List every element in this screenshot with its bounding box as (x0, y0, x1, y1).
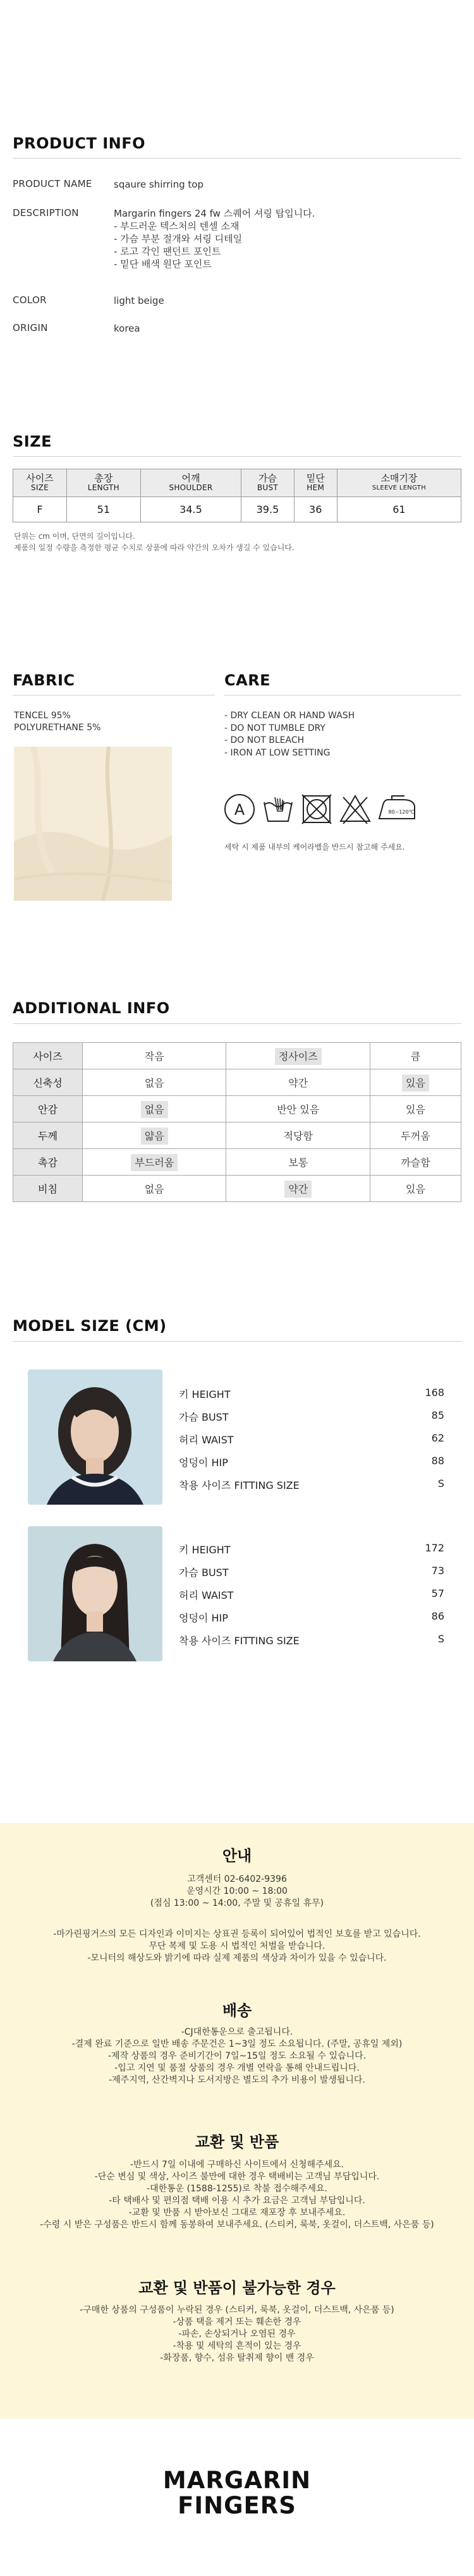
fabric-composition (14, 710, 100, 734)
option: 적당함 (283, 1130, 313, 1142)
additional-info-cell (370, 1043, 461, 1069)
no-tumble-dry-icon (300, 792, 334, 826)
additional-info-cell (83, 1149, 226, 1176)
fabric-title: FABRIC (13, 671, 75, 689)
care-line: - DO NOT TUMBLE DRY (224, 723, 325, 733)
no-exchange-line: -착용 및 세탁의 흔적이 있는 경우 (173, 2341, 301, 2351)
additional-info-cell (370, 1069, 461, 1096)
model-measure-value: S (437, 1478, 444, 1490)
additional-info-label: 안감 (13, 1096, 83, 1122)
no-exchange-block (0, 2304, 474, 2364)
info-value: sqaure shirring top (114, 179, 204, 190)
brand-logo-line: MARGARIN (162, 2467, 312, 2494)
additional-info-label: 사이즈 (13, 1043, 83, 1069)
option: 있음 (406, 1183, 425, 1195)
description-line: - 밑단 배색 원단 포인트 (114, 258, 212, 270)
additional-info-cell (226, 1096, 370, 1122)
care-title: CARE (224, 671, 271, 689)
additional-info-cell (83, 1043, 226, 1069)
additional-info-cell (226, 1069, 370, 1096)
option: 약간 (288, 1077, 308, 1089)
option: 없음 (144, 1183, 164, 1195)
additional-info-row (13, 1176, 461, 1202)
model-measure-label: 엉덩이 HIP (179, 1457, 228, 1469)
guide-line: 고객센터 02-6402-9396 (187, 1874, 287, 1884)
selected-option: 부드러움 (131, 1154, 178, 1171)
model-measure-label: 허리 WAIST (179, 1434, 234, 1446)
svg-text:A: A (234, 801, 245, 819)
delivery-line: -CJ대한통운으로 출고됩니다. (181, 2027, 293, 2037)
care-line: - DO NOT BLEACH (224, 735, 305, 745)
exchange-line: -반드시 7일 이내에 구매하신 사이트에서 신청해주세요. (130, 2160, 344, 2170)
exchange-title: 교환 및 반품 (195, 2133, 279, 2151)
care-note: 세탁 시 제품 내부의 케어라벨을 반드시 참고해 주세요. (224, 843, 405, 852)
model-measure-value: 86 (431, 1610, 444, 1622)
additional-info-label: 비침 (13, 1176, 83, 1202)
description-block (114, 207, 442, 270)
size-note: 단위는 cm 이며, 단면의 길이입니다. (14, 532, 135, 541)
additional-info-label: 촉감 (13, 1149, 83, 1176)
product-info-title: PRODUCT INFO (13, 135, 146, 152)
additional-info-cell (370, 1149, 461, 1176)
option: 있음 (406, 1104, 425, 1116)
size-cell: 61 (337, 497, 461, 522)
option: 까슬함 (401, 1157, 430, 1169)
additional-info-cell (226, 1122, 370, 1149)
no-exchange-line: -상품 택을 제거 또는 훼손한 경우 (173, 2317, 301, 2327)
description-line: - 가슴 부분 절개와 셔링 디테일 (114, 233, 243, 244)
info-value: korea (114, 323, 140, 334)
origin-row (13, 322, 461, 335)
model-measure-value: 168 (425, 1387, 444, 1399)
model-measure-label: 허리 WAIST (179, 1589, 234, 1601)
model-measure-row (179, 1633, 444, 1647)
hand-wash-icon (261, 792, 295, 826)
additional-info-row (13, 1122, 461, 1149)
model-measure-label: 키 HEIGHT (179, 1388, 231, 1400)
additional-info-cell (83, 1069, 226, 1096)
info-label: COLOR (13, 294, 47, 306)
dry-clean-icon (222, 792, 257, 826)
info-label: PRODUCT NAME (13, 178, 92, 190)
size-header-cell: 가슴 BUST (241, 469, 294, 497)
no-exchange-line: -파손, 손상되거나 오염된 경우 (178, 2329, 296, 2339)
color-row (13, 294, 461, 307)
additional-info-cell (83, 1122, 226, 1149)
care-line: - DRY CLEAN OR HAND WASH (224, 711, 355, 721)
size-cell: 36 (294, 497, 337, 522)
model-measure-value: 172 (425, 1542, 444, 1554)
selected-option: 약간 (284, 1181, 312, 1198)
product-name-row (13, 178, 461, 191)
additional-info-row (13, 1149, 461, 1176)
fabric-swatch (14, 747, 172, 901)
model-measure-row (179, 1409, 444, 1424)
model-1-image (28, 1369, 162, 1505)
model-measure-label: 키 HEIGHT (179, 1544, 231, 1556)
option: 작음 (144, 1050, 164, 1062)
fabric-line: POLYURETHANE 5% (14, 723, 101, 733)
model-measure-label: 엉덩이 HIP (179, 1612, 228, 1624)
additional-info-row (13, 1069, 461, 1096)
size-cell: 34.5 (140, 497, 241, 522)
additional-info-table (13, 1042, 461, 1202)
description-intro: Margarin fingers 24 fw 스퀘어 셔링 탑입니다. (114, 208, 315, 219)
additional-info-cell (83, 1176, 226, 1202)
fabric-line: TENCEL 95% (14, 711, 71, 721)
selected-option: 정사이즈 (275, 1048, 322, 1065)
model-measure-value: S (437, 1633, 444, 1645)
additional-info-cell (370, 1176, 461, 1202)
option: 두꺼움 (401, 1130, 430, 1142)
guide-line: (점심 13:00 ~ 14:00, 주말 및 공휴일 휴무) (150, 1898, 324, 1908)
exchange-block (0, 2159, 474, 2231)
exchange-line: -교환 및 반품 시 받아보신 그대로 재포장 후 보내주세요. (128, 2208, 346, 2218)
model-measure-label: 가슴 BUST (179, 1567, 229, 1579)
size-header-row (13, 469, 461, 497)
notice-section (0, 1823, 474, 2419)
model-photo-1 (28, 1369, 162, 1505)
model-measure-value: 62 (431, 1432, 444, 1444)
delivery-line: -결제 완료 기준으로 일반 배송 주문건은 1~3일 정도 소요됩니다. (주말, 공휴일 제외) (71, 2039, 403, 2049)
model-measure-value: 73 (431, 1565, 444, 1577)
iron-temperature-label: 80~120℃ (388, 809, 415, 815)
additional-info-row (13, 1096, 461, 1122)
model-measure-value: 57 (431, 1587, 444, 1599)
size-notes (14, 531, 295, 553)
additional-info-cell (83, 1096, 226, 1122)
model-measure-value: 85 (431, 1409, 444, 1421)
size-header-cell: 어깨 SHOULDER (140, 469, 241, 497)
size-header-cell: 밑단 HEM (294, 469, 337, 497)
guide-line: -모니터의 해상도와 밝기에 따라 실제 제품의 색상과 차이가 있을 수 있습니다. (87, 1953, 387, 1963)
model-measure-value: 88 (431, 1455, 444, 1467)
description-row (13, 207, 461, 283)
model-measure-row (179, 1478, 444, 1492)
no-exchange-title: 교환 및 반품이 불가능한 경우 (138, 2279, 336, 2297)
model-measure-label: 착용 사이즈 FITTING SIZE (179, 1635, 300, 1647)
no-bleach-icon (338, 792, 372, 826)
guide-line: 운영시간 10:00 ~ 18:00 (186, 1886, 288, 1896)
size-note: 제품의 일정 수량을 측정한 평균 수치로 상품에 따라 약간의 오차가 생길 수 있습니다. (14, 543, 295, 552)
size-header-cell: 총장 LENGTH (67, 469, 141, 497)
exchange-line: -수령 시 받은 구성품은 반드시 함께 동봉하여 보내주세요. (스티커, 룩북, 옷걸이, 더스트백, 사은품 등) (40, 2220, 434, 2230)
divider (13, 1023, 461, 1024)
option: 큼 (410, 1050, 421, 1062)
selected-option: 있음 (402, 1074, 429, 1092)
no-exchange-line: -구매한 상품의 구성품이 누락된 경우 (스티커, 룩북, 옷걸이, 더스트백, 사은품 등) (80, 2305, 394, 2315)
option: 없음 (144, 1077, 164, 1089)
model-measure-row (179, 1387, 444, 1401)
care-line: - IRON AT LOW SETTING (224, 747, 331, 758)
model-2-image (28, 1526, 162, 1661)
model-measure-label: 착용 사이즈 FITTING SIZE (179, 1479, 300, 1491)
fabric-swatch-image (14, 747, 172, 901)
description-line: - 부드러운 텍스처의 텐셀 소재 (114, 220, 240, 232)
delivery-line: -입고 지연 및 품절 상품의 경우 개별 연락을 통해 안내드립니다. (114, 2063, 360, 2073)
exchange-line: -단순 변심 및 색상, 사이즈 불만에 대한 경우 택배비는 고객님 부담입니다. (94, 2172, 380, 2182)
care-instructions (224, 710, 355, 759)
info-label: DESCRIPTION (13, 207, 79, 219)
size-table (13, 469, 461, 522)
additional-info-row (13, 1043, 461, 1069)
size-header-cell: 사이즈 SIZE (13, 469, 67, 497)
selected-option: 얇음 (141, 1128, 168, 1145)
model-measure-row (179, 1565, 444, 1579)
guide-block (0, 1874, 474, 1910)
size-header-cell: 소매기장 SLEEVE LENGTH (337, 469, 461, 497)
description-line: - 로고 각인 팬던트 포인트 (114, 246, 221, 257)
exchange-line: -대한통운 (1588-1255)로 착불 접수해주세요. (147, 2184, 327, 2194)
additional-info-cell (226, 1149, 370, 1176)
selected-option: 없음 (141, 1101, 168, 1118)
model-measure-row (179, 1432, 444, 1447)
exchange-line: -타 택배사 및 편의점 택배 이용 시 추가 요금은 고객님 부담입니다. (109, 2196, 365, 2206)
model-measure-row (179, 1542, 444, 1556)
option: 반안 있음 (277, 1104, 320, 1116)
model-measure-row (179, 1610, 444, 1625)
divider (13, 1341, 461, 1342)
info-value: light beige (114, 295, 164, 306)
model-measure-row (179, 1455, 444, 1469)
delivery-title: 배송 (222, 2002, 252, 2019)
divider (13, 158, 461, 159)
additional-info-cell (370, 1096, 461, 1122)
additional-info-cell (370, 1122, 461, 1149)
guide-block-2 (0, 1929, 474, 1965)
brand-logo-line: FINGERS (178, 2492, 296, 2519)
guide-line: 무단 복제 및 도용 시 법적인 처벌을 받습니다. (149, 1941, 325, 1951)
no-exchange-line: -화장품, 향수, 섬유 탈취제 향이 밴 경우 (160, 2353, 314, 2363)
additional-info-label: 신축성 (13, 1069, 83, 1096)
size-title: SIZE (13, 433, 52, 450)
additional-info-cell (226, 1176, 370, 1202)
size-cell: 51 (67, 497, 141, 522)
size-cell: 39.5 (241, 497, 294, 522)
model-size-title: MODEL SIZE (CM) (13, 1317, 167, 1335)
additional-info-title: ADDITIONAL INFO (13, 999, 170, 1017)
additional-info-label: 두께 (13, 1122, 83, 1149)
size-data-row (13, 497, 461, 522)
model-photo-2 (28, 1526, 162, 1661)
brand-logo (0, 2468, 474, 2519)
model-measure-row (179, 1587, 444, 1602)
additional-info-cell (226, 1043, 370, 1069)
guide-title: 안내 (222, 1847, 252, 1865)
size-cell: F (13, 497, 67, 522)
info-label: ORIGIN (13, 322, 48, 334)
divider (13, 456, 461, 457)
guide-line: -마가린핑거스의 모든 디자인과 이미지는 상표권 등록이 되어있어 법적인 보호를 받고 있습니다. (53, 1929, 421, 1939)
model-measure-label: 가슴 BUST (179, 1411, 229, 1423)
delivery-block (0, 2026, 474, 2086)
delivery-line: -제작 상품의 경우 준비기간이 7일~15일 정도 소요될 수 있습니다. (107, 2051, 367, 2061)
option: 보통 (288, 1157, 308, 1169)
delivery-line: -제주지역, 산간벽지나 도서지방은 별도의 추가 비용이 발생됩니다. (109, 2075, 365, 2085)
